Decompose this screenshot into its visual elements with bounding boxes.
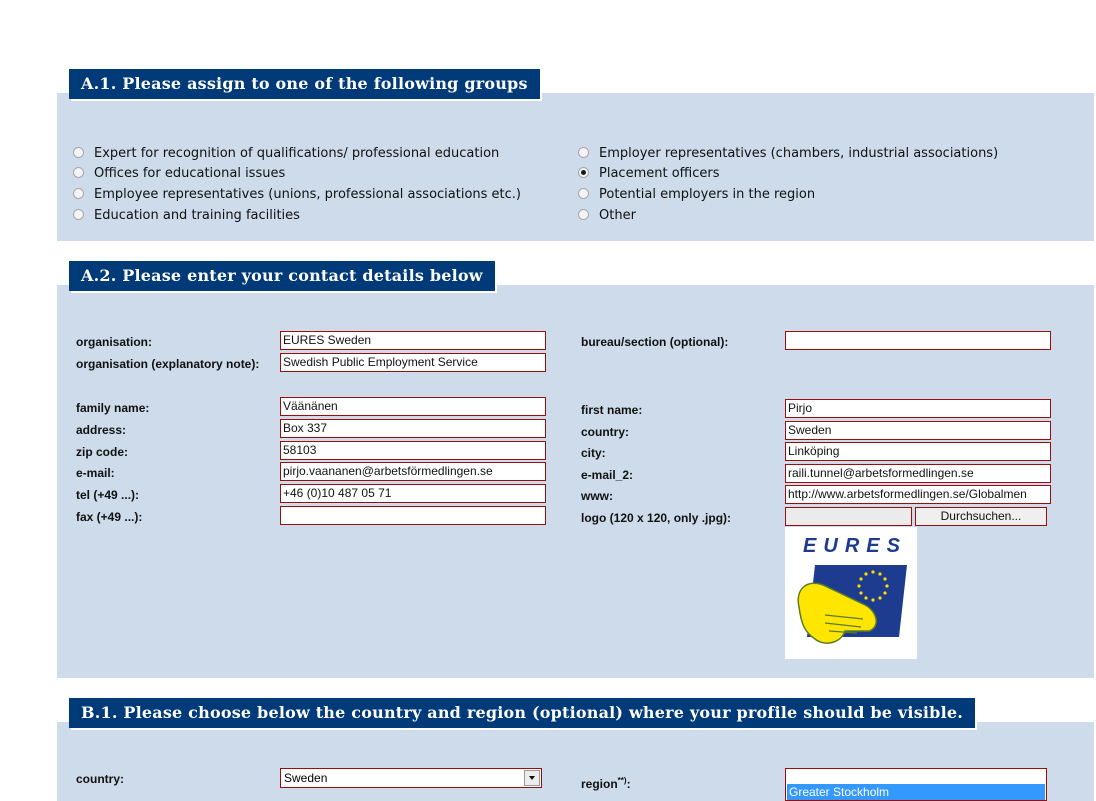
email2-label: e-mail_2: bbox=[581, 468, 634, 482]
region-listbox[interactable] bbox=[785, 768, 1047, 801]
radio-button[interactable] bbox=[578, 147, 589, 158]
tel-label: tel (+49 ...): bbox=[76, 488, 140, 502]
eures-logo bbox=[785, 527, 917, 659]
organisation-input[interactable]: EURES Sweden bbox=[280, 331, 546, 350]
region-footnote-mark: **) bbox=[617, 776, 627, 785]
region-label-colon: : bbox=[626, 777, 631, 791]
bureau-label: bureau/section (optional): bbox=[581, 335, 729, 349]
zip-code-input[interactable]: 58103 bbox=[280, 441, 546, 460]
radio-label: Employee representatives (unions, professional associations etc.) bbox=[94, 187, 522, 202]
first-name-label: first name: bbox=[581, 403, 643, 417]
radio-label: Other bbox=[599, 208, 636, 223]
radio-button[interactable] bbox=[578, 167, 589, 178]
country-input[interactable]: Sweden bbox=[785, 421, 1051, 440]
radio-label: Employer representatives (chambers, industrial associations) bbox=[599, 146, 999, 161]
organisation-note-input[interactable]: Swedish Public Employment Service bbox=[280, 353, 546, 372]
country-label: country: bbox=[581, 425, 629, 439]
eures-logo-text: EURES bbox=[803, 535, 907, 557]
region-label-text: region bbox=[581, 777, 618, 791]
first-name-input[interactable]: Pirjo bbox=[785, 399, 1051, 418]
browse-button[interactable]: Durchsuchen... bbox=[915, 507, 1047, 526]
address-input[interactable]: Box 337 bbox=[280, 419, 546, 438]
radio-label: Potential employers in the region bbox=[599, 187, 816, 202]
tel-input[interactable]: +46 (0)10 487 05 71 bbox=[280, 484, 546, 503]
region-label bbox=[581, 773, 631, 792]
organisation-label: organisation: bbox=[76, 335, 153, 349]
bureau-input[interactable] bbox=[785, 331, 1051, 350]
fax-label: fax (+49 ...): bbox=[76, 510, 143, 524]
radio-button[interactable] bbox=[578, 209, 589, 220]
email-label: e-mail: bbox=[76, 466, 115, 480]
city-input[interactable]: Linköping bbox=[785, 442, 1051, 461]
www-input[interactable]: http://www.arbetsformedlingen.se/Globalmen bbox=[785, 485, 1051, 504]
chevron-down-icon[interactable] bbox=[524, 770, 540, 786]
region-option-selected[interactable]: Greater Stockholm bbox=[787, 784, 1045, 800]
www-label: www: bbox=[581, 489, 613, 503]
email-input[interactable]: pirjo.vaananen@arbetsförmedlingen.se bbox=[280, 462, 546, 481]
radio-button[interactable] bbox=[73, 147, 84, 158]
address-label: address: bbox=[76, 423, 127, 437]
b1-section-title: B.1. Please choose below the country and region (optional) where your profile should be visible. bbox=[69, 698, 975, 728]
a2-section-title: A.2. Please enter your contact details below bbox=[69, 261, 495, 291]
zip-code-label: zip code: bbox=[76, 445, 129, 459]
b1-country-label: country: bbox=[76, 772, 124, 786]
eures-logo-graphic bbox=[785, 527, 917, 659]
radio-label: Placement officers bbox=[599, 166, 720, 181]
email2-input[interactable]: raili.tunnel@arbetsformedlingen.se bbox=[785, 464, 1051, 483]
radio-label: Education and training facilities bbox=[94, 208, 300, 223]
city-label: city: bbox=[581, 446, 606, 460]
radio-button[interactable] bbox=[578, 188, 589, 199]
logo-file-input[interactable] bbox=[785, 507, 912, 526]
fax-input[interactable] bbox=[280, 506, 546, 525]
logo-label: logo (120 x 120, only .jpg): bbox=[581, 511, 732, 525]
organisation-note-label: organisation (explanatory note): bbox=[76, 357, 260, 371]
country-select-value: Sweden bbox=[284, 771, 328, 785]
a1-section-title: A.1. Please assign to one of the following groups bbox=[69, 69, 540, 99]
radio-button[interactable] bbox=[73, 209, 84, 220]
radio-button[interactable] bbox=[73, 167, 84, 178]
family-name-label: family name: bbox=[76, 401, 150, 415]
family-name-input[interactable]: Väänänen bbox=[280, 397, 546, 416]
country-select[interactable] bbox=[280, 768, 542, 788]
radio-label: Expert for recognition of qualifications/ professional education bbox=[94, 146, 500, 161]
radio-button[interactable] bbox=[73, 188, 84, 199]
radio-label: Offices for educational issues bbox=[94, 166, 286, 181]
